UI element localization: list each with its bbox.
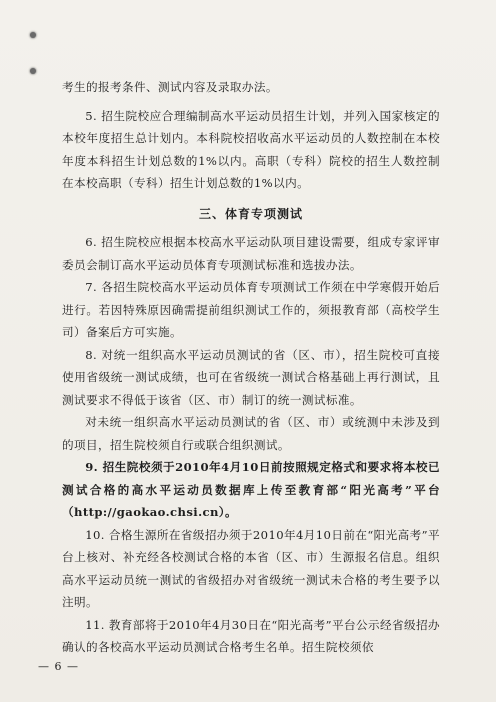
paragraph-8b: 对未统一组织高水平运动员测试的省（区、市）或统测中未涉及到的项目，招生院校须自行或联合组织测试。 bbox=[62, 415, 440, 452]
paragraph-7: 7. 各招生院校高水平运动员体育专项测试工作须在中学寒假开始后进行。若因特殊原因确需提前组织测试工作的，须报教育部（高校学生司）备案后方可实施。 bbox=[62, 280, 440, 339]
paragraph-8: 8. 对统一组织高水平运动员测试的省（区、市），招生院校可直接使用省级统一测试成绩，也可在省级统一测试合格基础上再行测试，且测试要求不得低于该省（区、市）制订的统一测试标准。 bbox=[62, 347, 440, 407]
document-body bbox=[62, 76, 440, 659]
paragraph-intro-end: 考生的报考条件、测试内容及录取办法。 bbox=[62, 80, 278, 94]
section-title: 三、体育专项测试 bbox=[198, 206, 303, 221]
paragraph-6: 6. 招生院校应根据本校高水平运动队项目建设需要，组成专家评审委员会制订高水平运动员体育专项测试标准和选拔办法。 bbox=[62, 235, 440, 272]
paragraph-11: 11. 教育部将于2010年4月30日在“阳光高考”平台公示经省级招办确认的各校高水平运动员测试合格考生名单。招生院校须依 bbox=[62, 617, 440, 654]
binding-hole-mark bbox=[30, 68, 36, 74]
binding-hole-mark bbox=[30, 32, 36, 38]
page-number: — 6 — bbox=[38, 660, 79, 673]
paragraph-9: 9. 招生院校须于2010年4月10日前按照规定格式和要求将本校已测试合格的高水平运动员数据库上传至教育部“阳光高考”平台（http://gaokao.chsi.cn）。 bbox=[62, 460, 440, 519]
paragraph-5: 5. 招生院校应合理编制高水平运动员招生计划，并列入国家核定的本校年度招生总计划内。本科院校招收高水平运动员的人数控制在本校年度本科招生计划总数的1%以内。高职（专科）院校的招生人数控制在本校高职（专科）招生计划总数的1%以内。 bbox=[62, 108, 440, 190]
paragraph-10: 10. 合格生源所在省级招办须于2010年4月10日前在“阳光高考”平台上核对、补充经各校测试合格的本省（区、市）生源报名信息。组织高水平运动员统一测试的省级招办对省级统一测试未合格的考生要予以注明。 bbox=[62, 527, 440, 609]
